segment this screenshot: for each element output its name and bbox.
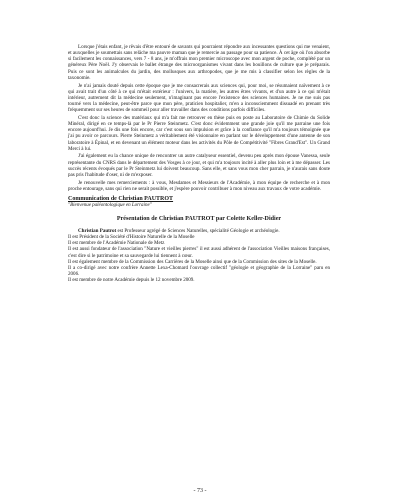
bio-line-4: Il est aussi fondateur de l'association "Nature et vieilles pierres" il est aussi adhérent de l'association Vieilles maisons françaises, c'est dire si le patrimoine et sa sauvegarde lui tiennent à cœur. <box>68 246 330 259</box>
communication-subtitle: "Bienvenue paléontologique en Lorraine" <box>68 202 152 208</box>
paragraph-2: Je n'ai jamais douté depuis cette époque que je me consacrerais aux sciences qui, pour moi, se résumaient naïvement à ce qui avait trait d'un côté à ce qui m'était extérieur : l'univers, la matière, les autres êtres vivants, et d'un autre à ce qui m'était intérieur, autrement dit la médecine seulement, n'imaginant pas encore l'existence des sciences humaines. Je ne me suis pas tourné vers la médecine, peut-être parce que mon père, praticien hospitalier, m'en a inconsciemment dissuadé en prenant très fréquemment sur ses heures de sommeil pour aller travailler dans des conditions parfois difficiles. <box>68 82 330 114</box>
text-column <box>68 44 330 283</box>
bio-line-3: Il est membre de l'Académie Nationale de Metz <box>68 240 165 247</box>
paragraph-4: J'ai également eu la chance unique de rencontrer un autre catalyseur essentiel, devenu peu après mon épouse Vanessa, seule représentante du CNRS dans le département des Vosges à ce jour, et qui m'a toujours incité à aller plus loin et à me dépasser. Les succès récents évoqués par le Pr Steinmetz lui doivent beaucoup. Sans elle, et sans vous mon cher parrain, je n'aurais sans doute pas pris l'habitude d'oser, ni de m'exposer. <box>68 153 330 178</box>
paragraph-3: C'est donc la science des matériaux qui m'a fait me retrouver en thèse puis en poste au Laboratoire de Chimie du Solide Minéral, dirigé en ce temps-là par le Pr Pierre Steinmetz. C'est donc évidemment une grande joie qu'il me parraine une fois encore aujourd'hui. Je dis une fois encore, car c'est sous son impulsion et grâce à la confiance qu'il m'a toujours témoignée que j'ai pu avoir ce parcours. Pierre Steinmetz a véritablement été visionnaire en parlant sur le développement d'une antenne de son laboratoire à Épinal, et en devenant un élément moteur dans les activités du Pôle de Compétitivité "Fibres Grand'Est". Un Grand Merci à lui. <box>68 114 330 152</box>
page-number: - 73 - <box>193 488 207 494</box>
paragraph-5: Je renouvelle mes remerciements : à vous, Mesdames et Messieurs de l'Académie, à mon équipe de recherche et à mon proche entourage, sans qui rien ne serait possible, et j'espère pouvoir contribuer à mon niveau aux travaux de votre académie. <box>68 179 330 192</box>
bio-line-2: Il est Président de la Société d'Histoire Naturelle de la Moselle <box>68 234 195 241</box>
bio-line-5: Il est également membre de la Commission des Carrières de la Moselle ainsi que de la Commission des sites de la Moselle. <box>68 258 317 265</box>
paragraph-1: Lorsque j'étais enfant, je rêvais d'être entouré de savants qui pourraient répondre aux incessantes questions qui me venaient, et auxquelles je soumettais sans relâche ma pauvre maman que je remercie au passage pour sa patience. À cet âge où l'on absorbe si facilement les connaissances, vers 7 - 8 ans, je m'offrais mon premier microscope avec mon argent de poche, complété par un généreux Père Noël. J'y observais le ballet étrange des microorganismes vivant dans les bouillons de culture que je préparais. Puis ce sont les animalcules du jardin, des mollusques aux arthropodes, que je me mis à classifier selon les règles de la taxonomie. <box>68 44 330 81</box>
bio-line-7: Il est membre de notre Académie depuis le 12 novembre 2009. <box>68 277 195 284</box>
bio-name: Christian Pautrot <box>78 227 117 234</box>
bio-line-1-text: est Professeur agrégé de Sciences Naturelles, spécialité Géologie et archéologie. <box>116 227 280 234</box>
presentation-heading: Présentation de Christian PAUTROT par Colette Keller-Didier <box>116 215 282 222</box>
communication-title: Communication de Christian PAUTROT <box>68 195 174 202</box>
bio-line-6: Il a co-dirigé avec notre confrère Annette Lexa-Chomard l'ouvrage collectif "géologie et géographie de la Lorraine" paru en 2006. <box>68 264 330 278</box>
